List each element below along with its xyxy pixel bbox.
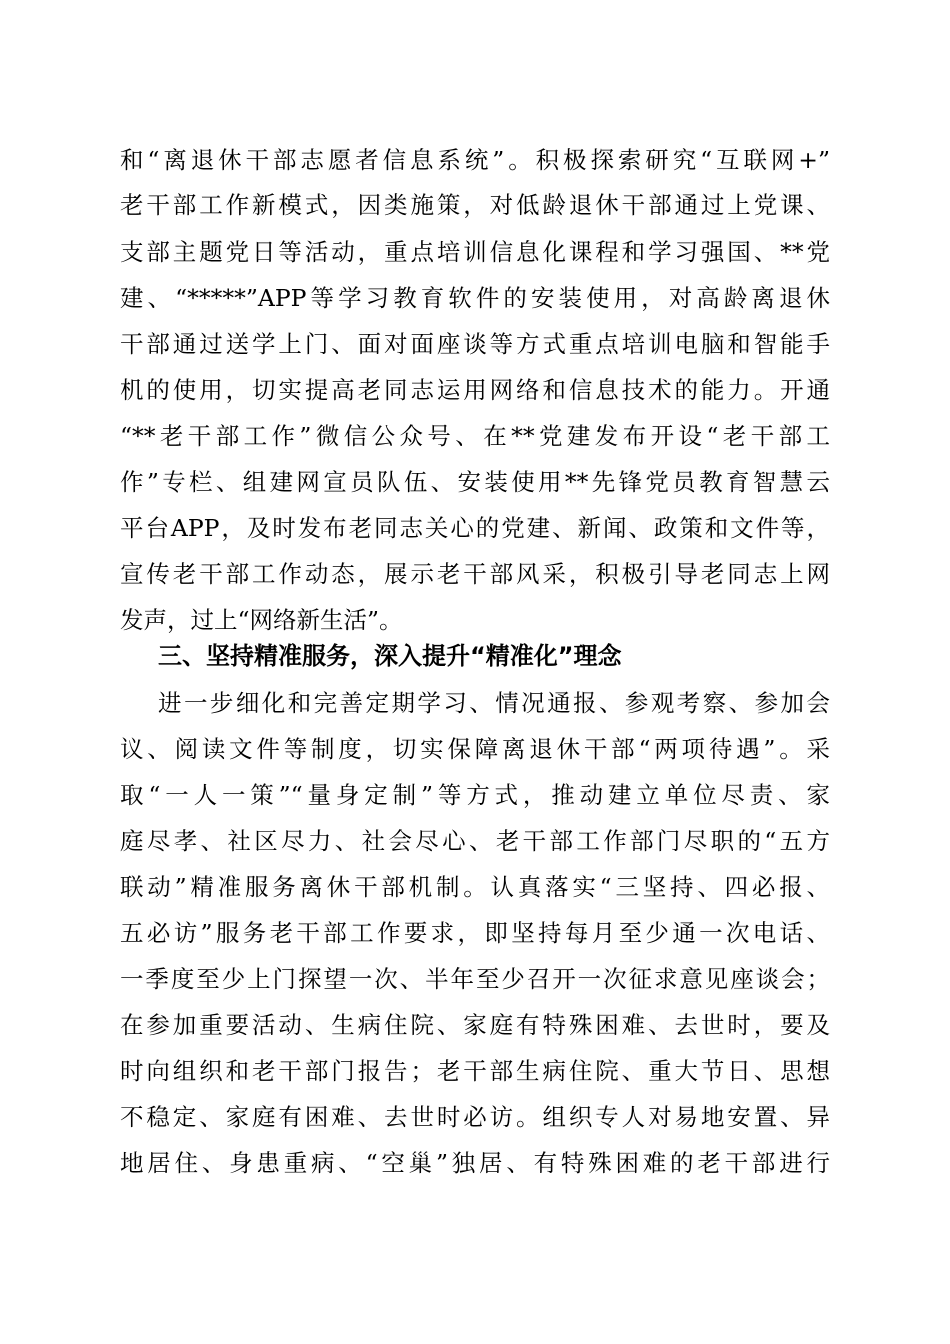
paragraph-line: “**老干部工作”微信公众号、在**党建发布开设“老干部工 [120, 422, 830, 450]
paragraph-line: 和“离退休干部志愿者信息系统”。积极探索研究“互联网+” [120, 146, 830, 174]
paragraph-line: 议、阅读文件等制度，切实保障离退休干部“两项待遇”。采 [120, 735, 830, 763]
paragraph-line: 不稳定、家庭有困难、去世时必访。组织专人对易地安置、异 [120, 1103, 830, 1131]
paragraph-line: 在参加重要活动、生病住院、家庭有特殊困难、去世时，要及 [120, 1011, 830, 1039]
paragraph-line: 进一步细化和完善定期学习、情况通报、参观考察、参加会 [158, 689, 830, 717]
paragraph-line: 平台APP，及时发布老同志关心的党建、新闻、政策和文件等， [120, 514, 830, 542]
paragraph-line: 作”专栏、组建网宣员队伍、安装使用**先锋党员教育智慧云 [120, 468, 830, 496]
paragraph-line: 取“一人一策”“量身定制”等方式，推动建立单位尽责、家 [120, 781, 830, 809]
paragraph-line: 机的使用，切实提高老同志运用网络和信息技术的能力。开通 [120, 376, 830, 404]
paragraph-line: 联动”精准服务离休干部机制。认真落实“三坚持、四必报、 [120, 873, 830, 901]
paragraph-line: 地居住、身患重病、“空巢”独居、有特殊困难的老干部进行 [120, 1149, 830, 1177]
paragraph-line: 一季度至少上门探望一次、半年至少召开一次征求意见座谈会； [120, 965, 830, 993]
paragraph-line: 建、“*****”APP等学习教育软件的安装使用，对高龄离退休 [120, 284, 830, 312]
paragraph-line: 宣传老干部工作动态，展示老干部风采，积极引导老同志上网 [120, 560, 830, 588]
section-heading: 三、坚持精准服务，深入提升“精准化”理念 [158, 642, 622, 670]
paragraph-line: 庭尽孝、社区尽力、社会尽心、老干部工作部门尽职的“五方 [120, 827, 830, 855]
paragraph-line: 五必访”服务老干部工作要求，即坚持每月至少通一次电话、 [120, 919, 830, 947]
paragraph-line: 老干部工作新模式，因类施策，对低龄退休干部通过上党课、 [120, 191, 830, 219]
paragraph-line: 发声，过上“网络新生活”。 [120, 606, 403, 634]
paragraph-line: 支部主题党日等活动，重点培训信息化课程和学习强国、**党 [120, 238, 830, 266]
paragraph-line: 时向组织和老干部门报告；老干部生病住院、重大节日、思想 [120, 1057, 830, 1085]
paragraph-line: 干部通过送学上门、面对面座谈等方式重点培训电脑和智能手 [120, 330, 830, 358]
